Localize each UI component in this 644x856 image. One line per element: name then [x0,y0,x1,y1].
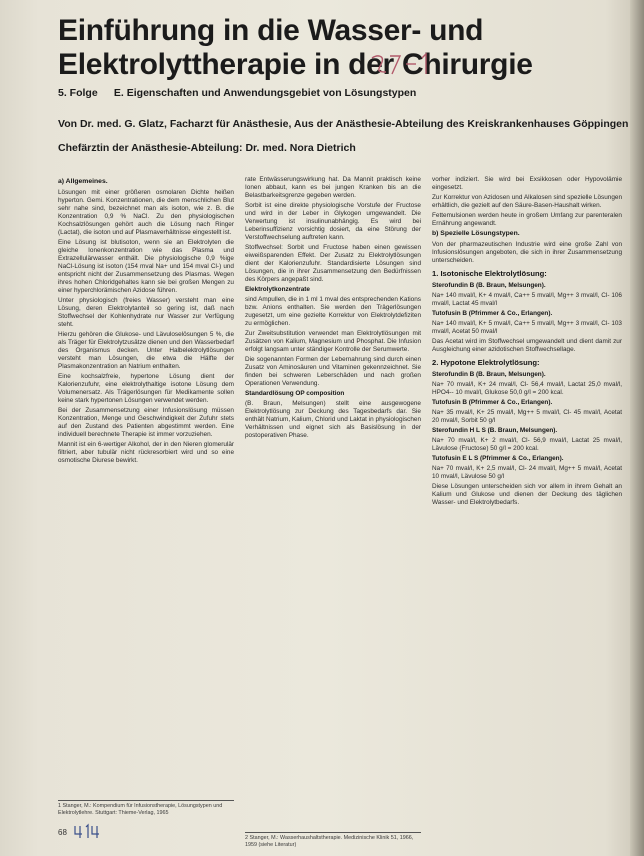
footnote: 1 Stanger, M.: Kompendium für Infusionstherapie, Lösungstypen und Elektrolytlehre. Stuttgart: Thieme-Verlag, 1965 [58,800,234,816]
series-part: 5. Folge [58,87,98,99]
column-1 [58,176,234,816]
paragraph: Eine kochsalzfreie, hypertone Lösung dient der Kalorienzufuhr, eine elektrolythaltige isotone Lösung dem Volumenersatz. Als Trägerlösungen für Medikamente sollen keine stark hypertonen Lösungen verwendet werden. [58,373,234,404]
numbered-heading: 2. Hypotone Elektrolytlösung: [432,358,540,367]
handwritten-note [368,50,448,80]
solution-composition: Na+ 70 mval/l, K+ 24 mval/l, Cl- 56,4 mval/l, Lactat 25,0 mval/l, HPO4-- 10 mval/l, Glukose 50,0 g/l = 200 kcal. [432,381,622,396]
chief-line: Chefärztin der Anästhesie-Abteilung: Dr. med. Nora Dietrich [58,142,356,154]
paragraph: Sorbit ist eine direkte physiologische Vorstufe der Fructose und wird in der Leber in Glykogen umgewandelt. Die Verwertung ist insulinunabhängig. Es wird bei Leberinsuffizienz vorsichtig dosiert, da eine Störung der Verstoffwechselung auftreten kann. [245,202,421,241]
column-2 [245,176,421,848]
section-heading: b) Spezielle Lösungstypen. [432,230,520,237]
paragraph: rate Entwässerungswirkung hat. Da Mannit praktisch keine Ionen abbaut, kann es bei jungen Kranken bis an die Belastbarkeitsgrenze gegeben werden. [245,176,421,199]
paragraph: Stoffwechsel: Sorbit und Fructose haben einen gewissen eiweißsparenden Effekt. Der Zusatz zu Elektrolytlösungen dient der Kalorienzufuhr. Standardisierte Lösungen sind Lösungen, die in ihrer Zusammensetzung den Bedürfnissen des Körpers angepaßt sind. [245,244,421,283]
paragraph: Hierzu gehören die Glukose- und Lävuloselösungen 5 %, die als Träger für Elektrolytzusätze dienen und den Wasserbedarf des Organismus decken. Unter Halbelektrolytlösungen versteht man Lösungen, die etwa die Hälfte der Plasmakonzentration an Natrium enthalten. [58,331,234,370]
subheading: Standardlösung OP composition [245,390,345,397]
solution-name: Sterofundin B (B. Braun, Melsungen). [432,282,546,289]
paragraph: (B. Braun, Melsungen) stellt eine ausgewogene Elektrolytlösung zur Deckung des Tagesbedarfs dar. Sie enthält Natrium, Kalium, Chlorid und Laktat in physiologischen Verhältnissen und eignet sich als Basislösung in der postoperativen Phase. [245,400,421,439]
article-title: Einführung in die Wasser- und Elektrolyttherapie in der Chirurgie [58,14,533,81]
footnote: 2 Stanger, M.: Wasserhaushaltstherapie. Medizinische Klinik 51, 1966, 1959 (siehe Literatur) [245,832,421,848]
column-3 [432,176,622,848]
paragraph: Bei der Zusammensetzung einer Infusionslösung müssen Konzentration, Menge und Geschwindigkeit der Zufuhr stets auf den Zustand des Patienten abgestimmt werden. Eine individuell berechnete Therapie ist immer vorzuziehen. [58,407,234,438]
solution-name: Sterofundin H L S (B. Braun, Melsungen). [432,427,558,434]
paragraph: Von der pharmazeutischen Industrie wird eine große Zahl von Infusionslösungen angeboten, die sich in ihrer Zusammensetzung unterscheiden. [432,241,622,264]
paragraph: sind Ampullen, die in 1 ml 1 mval des entsprechenden Kations bzw. Anions enthalten. Sie werden den Trägerlösungen zugesetzt, um eine gezielte Korrektur von Elektrolytdefiziten zu ermöglichen. [245,296,421,327]
paragraph: Unter physiologisch (freies Wasser) versteht man eine Lösung, deren Elektrolytanteil so gering ist, daß nach Stoffwechsel der Kohlenhydrate nur Wasser zur Verfügung steht. [58,297,234,328]
paragraph: Zur Zweitsubstitution verwendet man Elektrolytlösungen mit Zusätzen von Kalium, Magnesium und Phosphat. Die Infusion erfolgt langsam unter ständiger Kontrolle der Serumwerte. [245,330,421,353]
paragraph: Eine Lösung ist blutisoton, wenn sie an Elektrolyten die gleiche Ionenkonzentration wie das Plasma und Extrazellulärwasser enthält. Die physiologische 0,9 %ige NaCl-Lösung ist isoton (154 mval Na+ und 154 mval Cl-) und entspricht nicht der Zusammensetzung des Plasmas. Wegen ihres hohen Chloridgehaltes kann sie bei großen Mengen zu einer hyperchlorämischen Azidose führen. [58,239,234,294]
solution-composition: Na+ 140 mval/l, K+ 5 mval/l, Ca++ 5 mval/l, Mg++ 3 mval/l, Cl- 103 mval/l, Acetat 50 mval/l [432,320,622,335]
paragraph: Diese Lösungen unterscheiden sich vor allem in ihrem Gehalt an Kalium und Glukose und dienen der Deckung des täglichen Wasser- und Elektrolytbedarfs. [432,483,622,506]
solution-composition: Na+ 35 mval/l, K+ 25 mval/l, Mg++ 5 mval/l, Cl- 45 mval/l, Acetat 20 mval/l, Sorbit 50 g/l [432,409,622,424]
paragraph: Lösungen mit einer größeren osmolaren Dichte heißen hyperton. Gemi. Konzentrationen, die dem menschlichen Blut sehr nahe sind, bezeichnet man als isoton, wie z. B. die Konzentration 0,9 % NaCl. Zu den physiologischen Kochsalzlösungen gehört auch die Lösung nach Ringer (Lactat), die isoton und auf Plasmaverhältnisse eingestellt ist. [58,189,234,236]
series-line [58,87,416,99]
subheading: Elektrolytkonzentrate [245,286,310,293]
solution-name: Tutofusin B (Pfrimmer & Co., Erlangen). [432,399,553,406]
paragraph: Zur Korrektur von Azidosen und Alkalosen sind spezielle Lösungen erhältlich, die gezielt auf den Säure-Basen-Haushalt wirken. [432,194,622,209]
page-number: 68 [58,828,67,837]
solution-composition: Na+ 70 mval/l, K+ 2 mval/l, Cl- 56,9 mval/l, Lactat 25 mval/l, Lävulose (Fructose) 50 g/l = 200 kcal. [432,437,622,452]
solution-name: Tutofusin B (Pfrimmer & Co., Erlangen). [432,310,553,317]
paragraph: Die sogenannten Formen der Lebernahrung sind durch einen Zusatz von Aminosäuren und Vitaminen gekennzeichnet. Sie finden bei schweren Leberschäden und nach großen Operationen Verwendung. [245,356,421,387]
numbered-heading: 1. Isotonische Elektrolytlösung: [432,269,547,278]
paragraph: Mannit ist ein 6-wertiger Alkohol, der in den Nieren glomerulär filtriert, aber tubulär nicht rückresorbiert wird und so eine osmotische Diurese bewirkt. [58,441,234,464]
paragraph: Das Acetat wird im Stoffwechsel umgewandelt und dient damit zur Ausgleichung einer azidotischen Stoffwechsellage. [432,338,622,353]
page-edge [630,0,644,856]
solution-composition: Na+ 140 mval/l, K+ 4 mval/l, Ca++ 5 mval/l, Mg++ 3 mval/l, Cl- 106 mval/l, Lactat 45 mval/l [432,292,622,307]
series-topic: E. Eigenschaften und Anwendungsgebiet von Lösungstypen [113,87,417,99]
solution-name: Tutofusin E L S (Pfrimmer & Co., Erlangen). [432,455,564,462]
body-columns [0,176,644,848]
solution-composition: Na+ 70 mval/l, K+ 2,5 mval/l, Cl- 24 mval/l, Mg++ 5 mval/l, Acetat 10 mval/l, Lävulose 50 g/l [432,465,622,480]
solution-name: Sterofundin B (B. Braun, Melsungen). [432,371,546,378]
paragraph: Fettemulsionen werden heute in großem Umfang zur parenteralen Ernährung angewandt. [432,212,622,227]
author-line: Von Dr. med. G. Glatz, Facharzt für Anästhesie, Aus der Anästhesie-Abteilung des Kreiskrankenhauses Göppingen [58,118,629,130]
paragraph: vorher indiziert. Sie wird bei Exsikkosen oder Hypovolämie eingesetzt. [432,176,622,191]
handwritten-page-mark [72,822,102,840]
section-heading: a) Allgemeines. [58,178,108,185]
